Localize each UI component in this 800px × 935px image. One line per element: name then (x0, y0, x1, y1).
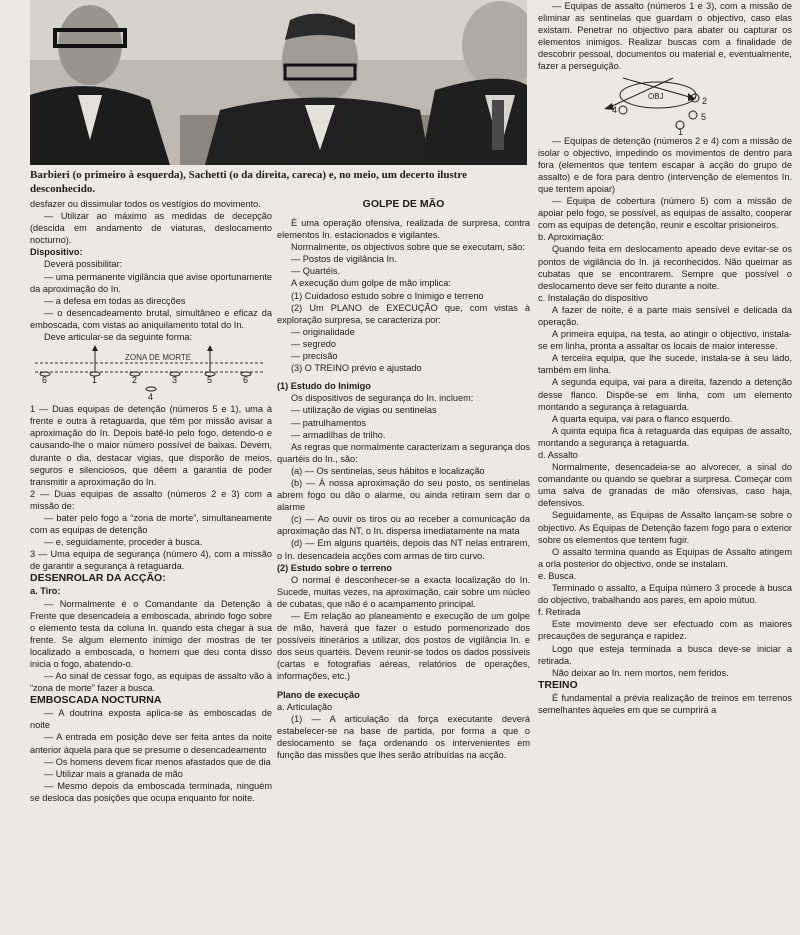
paragraph: — segredo (291, 338, 336, 349)
paragraph: — originalidade (291, 326, 355, 337)
paragraph: 1 — Duas equipas de detenção (números 5 e 1), uma à frente e outra à retaguarda, que têm por missão avisar a aproximação do In. Depois batê-lo pelo fogo, detendo-o e causando-lhe o maior número possível de baixas. Devem, durante o dia, destacar vigias, que disporão de meios, seguros e silenciosos, que dêem a garantia de poder transmitir a aproximação do In. (30, 404, 272, 487)
paragraph: — Utilizar ao máximo as medidas de decepção (descida em andamento de viaturas, deslocamento nocturno). (30, 211, 272, 246)
diagram-number: 1 (678, 126, 684, 135)
paragraph: Logo que esteja terminada a busca deve-se iniciar a retirada. (538, 643, 792, 666)
paragraph: Deverá possibilitar: (44, 259, 123, 270)
paragraph: (c) — Ao ouvir os tiros ou ao receber a comunicação da aproximação das NT, o In. dispersa imediatamente na mata (277, 514, 530, 537)
paragraph: O normal é desconhecer-se a exacta localização do In. Sucede, muitas vezes, na aproximação, cair sobre um núcleo de cubatas, que não é o acampamento principal. (277, 574, 530, 609)
text-block (30, 403, 272, 804)
ambush-diagram (30, 343, 272, 403)
paragraph: O assalto termina quando as Equipas de Assalto atingem a orla posterior do objectivo, onde se instalam. (538, 546, 792, 569)
text-block (30, 198, 272, 343)
paragraph: b. Aproximação: (538, 232, 604, 243)
column-left (30, 198, 272, 804)
paragraph: GOLPE DE MÃO (362, 198, 445, 210)
paragraph: — Em relação ao planeamento e execução de um golpe de mão, haverá que fazer o estudo pormenorizado dos possíveis itinerários a utilizar, dos postos de vigilância In. e dos seus quartéis. Devem reunir-se todos os dados possíveis (cartas e fotografias aéreas, relatórios de operações, informações, etc.) (277, 611, 530, 682)
paragraph: desfazer ou dissimular todos os vestígios do movimento. (30, 199, 261, 209)
paragraph: c. Instalação do dispositivo (538, 292, 648, 303)
paragraph: — e, seguidamente, proceder à busca. (44, 537, 203, 548)
paragraph: — uma permanente vigilância que avise oportunamente da aproximação do In. (30, 271, 272, 294)
paragraph: — Normalmente é o Comandante da Detenção à Frente que desencadeia a emboscada, abrindo fogo sobre o elemento testa da coluna In. quando esta chegar à sua frente. Se algum elemento inimigo der mostras de ter localizado a emboscada, o homem que deu conta disso inicia o fogo, abatendo-o. (30, 598, 272, 669)
zone-label: ZONA DE MORTE (125, 353, 192, 363)
paragraph: É uma operação ofensiva, realizada de surpresa, contra elementos In. estacionados e vigilantes. (277, 218, 530, 241)
raid-diagram-svg (598, 73, 748, 135)
paragraph: — patrulhamentos (291, 417, 367, 428)
paragraph: — Mesmo depois da emboscada terminada, ninguém se desloca das posições que ocupa enquanto for noite. (30, 780, 272, 803)
column-right (538, 0, 792, 716)
paragraph: EMBOSCADA NOCTURNA (30, 694, 162, 707)
paragraph: Os dispositivos de segurança do In. incluem: (291, 393, 474, 404)
paragraph: — A entrada em posição deve ser feita antes da noite anterior àquela para que se presume o desencadeamento (30, 732, 272, 755)
paragraph: Deve articular-se da seguinte forma: (44, 332, 193, 343)
paragraph: A quinta equipa fica à retaguarda das equipas de assalto, montando a segurança à retaguarda. (538, 425, 792, 448)
paragraph: (2) Estudo sobre o terreno (277, 562, 392, 573)
paragraph: — A doutrina exposta aplica-se às emboscadas de noite (30, 708, 272, 731)
paragraph: (d) — Em alguns quartéis, depois das NT nelas entrarem, o In. desencadeia acções com armas de tiro curvo. (277, 538, 530, 561)
paragraph: — o desencadeamento brutal, simultâneo e eficaz da emboscada, com vistas ao aniquilamento total do In. (30, 307, 272, 330)
diagram-number: 4 (612, 104, 618, 115)
paragraph: — Postos de vigilância In. (291, 254, 397, 265)
text-block (277, 198, 530, 761)
paragraph: (a) — Os sentinelas, seus hábitos e localização (291, 465, 485, 476)
diagram-number: 6 (42, 375, 48, 386)
paragraph: (1) — A articulação da força executante deverá estabelecer-se na base de partida, por forma a que o deslocamento se faça ordenando os intervenientes em função das missões que lhes serão atribuídas na acção. (277, 713, 530, 761)
paragraph: TREINO (538, 678, 578, 691)
paragraph: e. Busca. (538, 570, 577, 581)
paragraph: — Quartéis. (291, 266, 341, 277)
paragraph: A fazer de noite, é a parte mais sensível e delicada da operação. (538, 304, 792, 327)
paragraph: Terminado o assalto, a Equipa número 3 procede à busca do objectivo, trabalhando aos pares, em apoio mútuo. (538, 583, 792, 606)
paragraph: — bater pelo fogo a “zona de morte”, simultaneamente com as equipas de detenção (30, 512, 272, 536)
paragraph: A segunda equipa, vai para a direita, fazendo a detenção desse flanco. Dispõe-se em linha, com um elemento montando a segurança à retaguarda. (538, 377, 792, 412)
photo (30, 0, 527, 165)
paragraph: Não deixar ao In. nem mortos, nem feridos. (552, 667, 729, 678)
diagram-number: 4 (148, 392, 154, 403)
raid-diagram (598, 73, 792, 135)
paragraph: — Os homens devem ficar menos afastados que de dia (44, 756, 271, 767)
paragraph: f. Retirada (538, 607, 581, 618)
paragraph: As regras que normalmente caracterizam a segurança dos quartéis do In., são: (277, 441, 530, 464)
paragraph: d. Assalto (538, 450, 578, 460)
diagram-number: 5 (207, 375, 213, 386)
paragraph: a. Tiro: (30, 586, 61, 597)
paragraph: Este movimento deve ser efectuado com as maiores precauções de segurança e rapidez. (538, 619, 792, 642)
diagram-number: 2 (702, 95, 708, 106)
paragraph: É fundamental a prévia realização de treinos em terrenos semelhantes àqueles em que se cumprirá a (538, 692, 792, 715)
text-block (538, 135, 792, 716)
paragraph: a. Articulação (277, 701, 333, 712)
paragraph: A primeira equipa, na testa, ao atingir o objectivo, instala-se em linha, pronta a assaltar os locais de maior interesse. (538, 329, 792, 352)
paragraph: (3) O TREINO prévio e ajustado (291, 363, 422, 374)
paragraph: — Utilizar mais a granada de mão (44, 768, 183, 779)
paragraph: (b) — À nossa aproximação do seu posto, os sentinelas abrem fogo ou dão o alarme, ou ainda retiram sem dar o alarme (277, 477, 530, 513)
paragraph: — Equipas de detenção (números 2 e 4) com a missão de isolar o objectivo, impedindo os movimentos de dentro para fora (elementos que tentem escapar à acção do grupo de assalto) e de fora para dentro (intervenção de elementos In. que tentem apoiar) (538, 135, 792, 194)
paragraph: Normalmente, os objectivos sobre que se executam, são: (291, 242, 525, 253)
paragraph: — armadilhas de trilho. (291, 429, 386, 440)
diagram-number: 3 (172, 375, 178, 386)
diagram-number: 2 (132, 375, 138, 386)
photo-image (30, 0, 527, 165)
diagram-number: 6 (243, 375, 249, 386)
paragraph: — Equipas de assalto (números 1 e 3), com a missão de eliminar as sentinelas que guardam o objectivo, caso elas existam. Penetrar no objectivo para abater ou capturar os elementos inimigos. Realizar buscas com a finalidade de descobrir pessoal, documentos ou material e, eventualmente, fazer a perseguição. (538, 1, 792, 72)
paragraph: Quando feita em deslocamento apeado deve evitar-se os pontos de vigilância do In. já reconhecidos. Não queimar as cubatas que se encontrarem. Sempre que possível o deslocamento deve ser feito durante a noite. (538, 244, 792, 291)
paragraph: (1) Cuidadoso estudo sobre o Inimigo e terreno (291, 290, 484, 301)
paragraph: 3 — Uma equipa de segurança (número 4), com a missão de garantir a segurança à retaguarda. (30, 549, 272, 572)
text-block (538, 0, 792, 73)
paragraph: — Equipa de cobertura (número 5) com a missão de apoiar pelo fogo, se possível, as equipas de assalto, cooperar com as equipas de detenção, reunir e escoltar prisioneiros. (538, 196, 792, 231)
ambush-diagram-svg (30, 343, 270, 403)
paragraph: Normalmente, desencadeia-se ao alvorecer, a sinal do comandante ou quando se quebrar a surpresa. Começar com uma salva de granadas de mão ofensivas, caso haja, defensivos. (538, 462, 792, 509)
paragraph: DESENROLAR DA ACÇÃO: (30, 572, 166, 585)
obj-label: OBJ (648, 91, 664, 101)
paragraph: Seguidamente, as Equipas de Assalto lançam-se sobre o objectivo. As Equipas de Detenção fazem fogo para o exterior sobre os elementos que tentem fugir. (538, 510, 792, 545)
paragraph: A quarta equipa, vai para o flanco esquerdo. (552, 413, 733, 424)
paragraph: A execução dum golpe de mão implica: (291, 278, 451, 289)
paragraph: — Ao sinal de cessar fogo, as equipas de assalto vão à “zona de morte” fazer a busca. (30, 671, 272, 694)
paragraph: (2) Um PLANO de EXECUÇÃO que, com vistas à exploração surpresa, se caracteriza por: (277, 302, 530, 325)
diagram-number: 5 (701, 111, 707, 122)
paragraph: (1) Estudo do Inimigo (277, 381, 371, 392)
paragraph: — a defesa em todas as direcções (44, 295, 186, 306)
paragraph: — precisão (291, 351, 338, 362)
diagram-number: 1 (92, 375, 98, 386)
paragraph: A terceira equipa, que lhe sucede, instala-se à seu lado, também em linha. (538, 353, 792, 376)
photo-caption: Barbieri (o primeiro à esquerda), Sachetti (o da direita, careca) e, no meio, um decerto ilustre desconhecido. (30, 169, 467, 195)
paragraph: — utilização de vigias ou sentinelas (291, 405, 437, 416)
paragraph: Plano de execução (277, 689, 360, 700)
paragraph: Dispositivo: (30, 247, 83, 258)
column-middle (277, 198, 530, 761)
paragraph: 2 — Duas equipas de assalto (números 2 e 3) com a missão de: (30, 488, 272, 511)
